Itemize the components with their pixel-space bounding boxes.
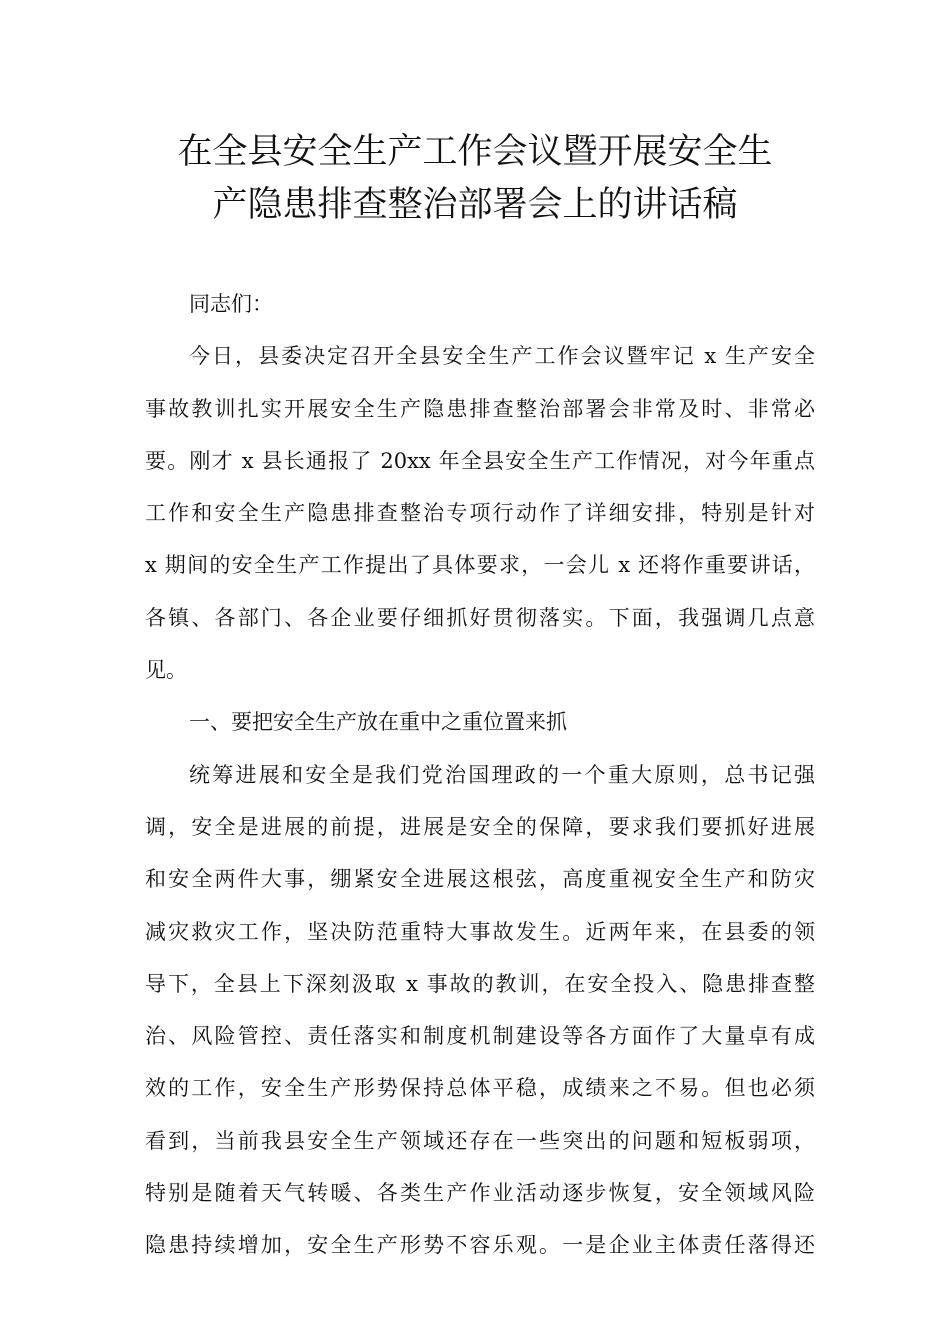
paragraph-2-line: 导下，全县上下深刻汲取 x 事故的教训，在安全投入、隐患排查整 xyxy=(145,971,815,996)
paragraph-1-line: x 期间的安全生产工作提出了具体要求，一会儿 x 还将作重要讲话， xyxy=(145,553,815,578)
paragraph-2-line: 调，安全是进展的前提，进展是安全的保障，要求我们要抓好进展 xyxy=(145,814,815,839)
paragraph-1-line: 今日，县委决定召开全县安全生产工作会议暨牢记 x 生产安全 xyxy=(189,344,815,369)
paragraph-1-line: 工作和安全生产隐患排查整治专项行动作了详细安排，特别是针对 xyxy=(145,501,815,526)
paragraph-2-line: 看到，当前我县安全生产领域还存在一些突出的问题和短板弱项， xyxy=(145,1128,815,1153)
paragraph-2-line: 和安全两件大事，绷紧安全进展这根弦，高度重视安全生产和防灾 xyxy=(145,867,815,892)
title-line-2: 产隐患排查整治部署会上的讲话稿 xyxy=(212,185,738,225)
paragraph-1-line: 各镇、各部门、各企业要仔细抓好贯彻落实。下面，我强调几点意 xyxy=(145,605,815,630)
paragraph-2-line: 效的工作，安全生产形势保持总体平稳，成绩来之不易。但也必须 xyxy=(145,1076,815,1101)
paragraph-1-line: 事故教训扎实开展安全生产隐患排查整治部署会非常及时、非常必 xyxy=(145,396,815,421)
paragraph-2-line: 统筹进展和安全是我们党治国理政的一个重大原则，总书记强 xyxy=(189,762,815,787)
paragraph-2-line: 特别是随着天气转暖、各类生产作业活动逐步恢复，安全领域风险 xyxy=(145,1181,815,1206)
greeting: 同志们： xyxy=(189,292,273,316)
paragraph-1-line: 要。刚才 x 县长通报了 20xx 年全县安全生产工作情况，对今年重点 xyxy=(145,448,815,473)
document-title xyxy=(120,126,830,232)
paragraph-2-line: 减灾救灾工作，坚决防范重特大事故发生。近两年来，在县委的领 xyxy=(145,919,815,944)
title-line-1: 在全县安全生产工作会议暨开展安全生 xyxy=(177,132,773,172)
paragraph-2-line: 隐患持续增加，安全生产形势不容乐观。一是企业主体责任落得还 xyxy=(145,1233,815,1258)
document-body xyxy=(145,278,815,1272)
section-heading-1: 一、要把安全生产放在重中之重位置来抓 xyxy=(189,710,567,735)
paragraph-2-line: 治、风险管控、责任落实和制度机制建设等各方面作了大量卓有成 xyxy=(145,1024,815,1049)
paragraph-1-line: 见。 xyxy=(145,658,187,683)
